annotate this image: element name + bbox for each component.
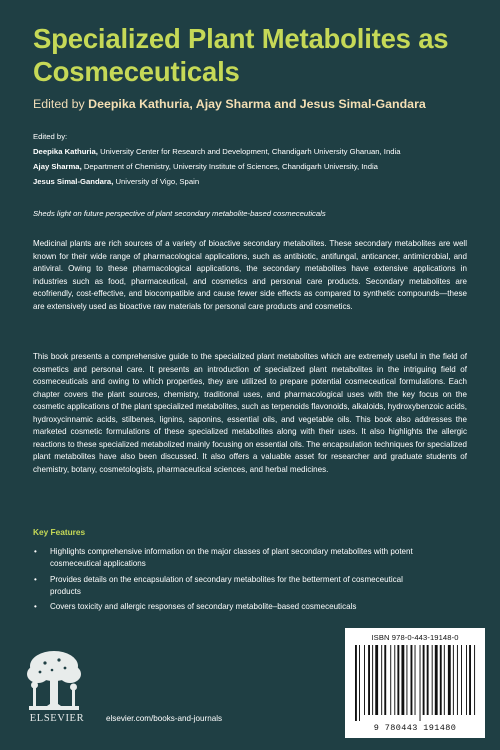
key-features-title: Key Features (33, 527, 86, 537)
editor-name: Deepika Kathuria, (33, 147, 98, 156)
tagline: Sheds light on future perspective of plant secondary metabolite-based cosmeceuticals (33, 209, 326, 218)
editor-entry (33, 174, 483, 189)
key-features-list (33, 546, 433, 616)
editor-affiliation: Department of Chemistry, University Institute of Sciences, Chandigarh University, India (83, 162, 378, 171)
editor-affiliation: University Center for Research and Development, Chandigarh University Gharuan, India (100, 147, 401, 156)
edited-by-names: Deepika Kathuria, Ajay Sharma and Jesus Simal-Gandara (88, 97, 426, 111)
edited-by-line (33, 97, 483, 111)
description-paragraph-2: This book presents a comprehensive guide to the specialized plant metabolites which are extremely useful in the field of cosmetics and personal care. It presents an introduction of specialized plant metabolites in the intriguing field of cosmeceuticals and owing to which properties, they are utilized to prepare potential cosmeceutical formulations. Each chapter covers the plant sources, chemistry, traditional uses, and pharmacological uses with the key focus on the cosmetic applications of the plant specialized metabolites, such as terpenoids flavonoids, alkaloids, hydroxybenzoic acids, hydroxycinnamic acids, stilbenes, lignins, saponins, essential oils, and vegetable oils. This book also addresses the marketed cosmetic formulations of these specialized metabolites along with their uses. It also highlights the allergic reactions to these specialized metabolized mainly focusing on essential oils. The encapsulation techniques for specialized plant metabolites have also been discussed. It also offers a valuable asset for researcher and graduate students of chemistry, botany, cosmetologists, pharmaceutical sciences, and herbal medicines. (33, 352, 467, 474)
key-feature-item: • Highlights comprehensive information on the major classes of plant secondary metabolites with potent cosmeceutical applications (33, 546, 433, 571)
publisher-name: ELSEVIER (29, 713, 85, 724)
isbn: ISBN 978-0-443-19148-0 (371, 633, 459, 642)
editors-block (33, 129, 483, 189)
barcode-icon (353, 645, 477, 721)
publisher-url[interactable]: elsevier.com/books-and-journals (106, 714, 223, 723)
editor-name: Ajay Sharma, (33, 162, 82, 171)
key-feature-item: • Covers toxicity and allergic responses of secondary metabolite–based cosmeceuticals (33, 601, 433, 613)
editor-affiliation: University of Vigo, Spain (115, 177, 200, 186)
book-title: Specialized Plant Metabolites as Cosmeceuticals (33, 23, 449, 87)
barcode-box (345, 628, 485, 738)
editors-heading: Edited by: (33, 132, 68, 141)
key-feature-item: • Provides details on the encapsulation of secondary metabolites for the betterment of cosmeceutical products (33, 574, 433, 599)
editor-name: Jesus Simal-Gandara, (33, 177, 114, 186)
editor-entry (33, 144, 483, 159)
description-paragraph-1: Medicinal plants are rich sources of a variety of bioactive secondary metabolites. These secondary metabolites are well known for their wide range of pharmacological applications, such as antibiotic, antifungal, anticancer, antimicrobial, and antiviral. Owing to these pharmacological applications, the secondary metabolites have extensive applications in industries such as food, pharmaceutical, and cosmetics and personal care products. Secondary metabolites are ecofriendly, cost-effective, and biocompatible and cause fewer side effects as compared to synthetic compounds—these are extensively used as bioactive raw materials for personal care products and cosmetics. (33, 239, 467, 311)
barcode-number: 9 780443 191480 (373, 723, 457, 733)
editor-entry (33, 159, 483, 174)
elsevier-tree-logo-icon (25, 648, 83, 720)
edited-by-prefix: Edited by (33, 97, 85, 111)
